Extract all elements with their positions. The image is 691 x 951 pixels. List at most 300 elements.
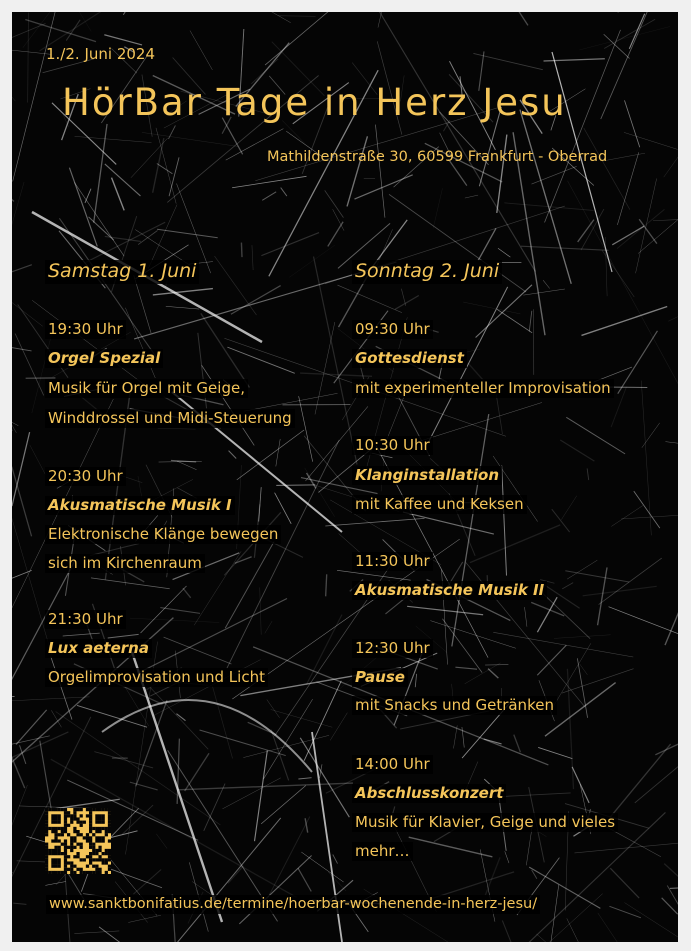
scratch-line <box>552 509 570 532</box>
qr-module <box>105 861 108 864</box>
qr-module <box>67 833 70 836</box>
scratch-line <box>104 35 142 45</box>
scratch-line <box>560 440 594 461</box>
scratch-line <box>325 190 344 217</box>
qr-module <box>83 821 86 824</box>
sun-event-5-time: 14:00 Uhr <box>352 755 433 774</box>
scratch-line <box>455 667 477 669</box>
qr-module <box>95 839 98 842</box>
qr-module <box>98 836 101 839</box>
scratch-line <box>201 313 250 387</box>
scratch-line <box>581 307 667 336</box>
scratch-line <box>566 417 625 454</box>
scratch-line <box>328 222 343 247</box>
qr-module <box>61 833 64 836</box>
qr-module <box>64 808 67 811</box>
scratch-line <box>621 515 678 519</box>
qr-module <box>108 814 111 817</box>
qr-module <box>54 852 57 855</box>
qr-module <box>54 871 57 874</box>
qr-module <box>89 827 92 830</box>
qr-module <box>108 830 111 833</box>
scratch-line <box>532 894 602 942</box>
scratch-line <box>12 734 20 770</box>
qr-module <box>45 824 48 827</box>
scratch-line <box>264 699 313 779</box>
scratch-line <box>111 869 162 888</box>
qr-module <box>76 852 79 855</box>
scratch-line <box>567 560 597 579</box>
qr-module <box>98 871 101 874</box>
qr-module <box>73 811 76 814</box>
qr-module <box>51 861 54 864</box>
qr-module <box>61 852 64 855</box>
sat-event-2-time: 20:30 Uhr <box>45 467 126 486</box>
scratch-line <box>265 12 435 65</box>
scratch-line <box>579 27 670 50</box>
scratch-line <box>229 451 237 459</box>
qr-module <box>51 821 54 824</box>
scratch-line <box>252 245 253 270</box>
qr-module <box>108 855 111 858</box>
scratch-line <box>75 136 152 142</box>
qr-module <box>89 846 92 849</box>
qr-module <box>98 814 101 817</box>
qr-module <box>54 861 57 864</box>
qr-module <box>95 814 98 817</box>
qr-code-pattern <box>45 808 111 874</box>
qr-module <box>45 855 48 858</box>
scratch-line <box>15 334 44 396</box>
qr-module <box>58 849 61 852</box>
qr-module <box>48 871 51 874</box>
qr-module <box>54 830 57 833</box>
qr-module <box>51 858 54 861</box>
scratch-line <box>488 669 498 679</box>
qr-module <box>89 843 92 846</box>
qr-module <box>58 846 61 849</box>
qr-module <box>64 839 67 842</box>
qr-module <box>76 808 79 811</box>
sun-event-4-desc-1: mit Snacks und Getränken <box>352 696 557 715</box>
qr-module <box>80 833 83 836</box>
scratch-line <box>523 289 565 295</box>
sun-event-3-time: 11:30 Uhr <box>352 552 433 571</box>
qr-module <box>76 817 79 820</box>
qr-module <box>73 855 76 858</box>
scratch-line <box>624 100 639 147</box>
scratch-line <box>128 915 161 922</box>
scratch-line <box>265 621 272 633</box>
scratch-line <box>476 285 532 338</box>
qr-module <box>89 861 92 864</box>
poster-title: HörBar Tage in Herz Jesu <box>62 81 567 124</box>
scratch-line <box>538 747 572 758</box>
scratch-line <box>442 619 482 673</box>
scratch-line <box>74 182 124 256</box>
sun-event-2-time: 10:30 Uhr <box>352 436 433 455</box>
scratch-line <box>12 339 32 351</box>
scratch-line <box>502 466 507 576</box>
scratch-line <box>61 12 92 31</box>
scratch-line <box>12 27 15 101</box>
scratch-line <box>51 657 72 720</box>
qr-module <box>108 827 111 830</box>
scratch-line <box>470 525 560 563</box>
qr-module <box>95 836 98 839</box>
scratch-line <box>225 542 274 628</box>
scratch-line <box>139 598 287 672</box>
qr-module <box>64 858 67 861</box>
qr-module <box>45 861 48 864</box>
qr-module <box>105 827 108 830</box>
scratch-line <box>12 24 45 45</box>
scratch-line <box>298 868 311 891</box>
qr-module <box>102 861 105 864</box>
qr-module <box>98 808 101 811</box>
qr-module <box>95 827 98 830</box>
scratch-line <box>604 19 655 48</box>
scratch-line <box>599 12 619 13</box>
qr-module <box>102 839 105 842</box>
scratch-line <box>551 643 590 709</box>
qr-module <box>58 827 61 830</box>
scratch-line <box>544 59 605 61</box>
scratch-line <box>554 635 611 639</box>
scratch-line <box>178 783 353 790</box>
scratch-line <box>670 885 678 888</box>
sat-event-1-title: Orgel Spezial <box>45 349 163 368</box>
qr-module <box>54 839 57 842</box>
scratch-line <box>618 331 658 394</box>
scratch-line <box>567 918 589 942</box>
qr-module <box>95 865 98 868</box>
scratch-line <box>74 931 119 934</box>
scratch-line <box>584 128 630 210</box>
scratch-line <box>609 607 678 639</box>
scratch-line <box>85 189 91 203</box>
scratch-line <box>169 157 179 196</box>
qr-module <box>95 849 98 852</box>
scratch-line <box>298 778 311 779</box>
qr-module <box>64 868 67 871</box>
sat-event-1-desc-2: Winddrossel und Midi-Steuerung <box>45 409 295 428</box>
scratch-line <box>276 485 315 486</box>
scratch-line <box>190 31 212 70</box>
qr-module <box>76 843 79 846</box>
scratch-line <box>587 468 589 480</box>
qr-module <box>54 827 57 830</box>
scratch-line <box>12 785 27 859</box>
scratch-line <box>12 291 16 432</box>
qr-module <box>105 871 108 874</box>
scratch-line <box>624 132 678 149</box>
scratch-line <box>153 138 164 193</box>
qr-module <box>67 824 70 827</box>
qr-module <box>61 871 64 874</box>
qr-module <box>45 817 48 820</box>
scratch-line <box>300 373 372 376</box>
scratch-line <box>112 178 125 211</box>
scratch-line <box>123 12 177 15</box>
poster <box>12 12 678 942</box>
sun-event-1-time: 09:30 Uhr <box>352 320 433 339</box>
qr-module <box>45 858 48 861</box>
qr-module <box>86 839 89 842</box>
scratch-line <box>330 713 347 741</box>
scratch-line <box>610 868 639 898</box>
scratch-line <box>642 423 660 448</box>
scratch-line <box>433 188 442 228</box>
qr-module <box>54 814 57 817</box>
scratch-line <box>133 870 161 895</box>
sat-event-2-desc-2: sich im Kirchenraum <box>45 554 205 573</box>
scratch-line <box>156 128 176 204</box>
scratch-line <box>605 237 607 296</box>
scratch-line <box>514 735 521 753</box>
qr-module <box>64 871 67 874</box>
qr-module <box>51 827 54 830</box>
scratch-line <box>63 633 100 636</box>
qr-module <box>98 849 101 852</box>
qr-module <box>83 871 86 874</box>
sun-event-1-title: Gottesdienst <box>352 349 467 368</box>
qr-module <box>70 843 73 846</box>
qr-module <box>89 808 92 811</box>
scratch-line <box>130 618 219 622</box>
qr-module <box>73 808 76 811</box>
scratch-line <box>337 285 401 313</box>
scratch-line <box>262 192 276 201</box>
qr-module <box>73 871 76 874</box>
scratch-line <box>568 181 678 409</box>
qr-module <box>54 836 57 839</box>
qr-module <box>102 817 105 820</box>
scratch-line <box>337 570 411 580</box>
qr-module <box>51 852 54 855</box>
qr-module <box>54 817 57 820</box>
scratch-line <box>498 12 528 25</box>
scratch-line <box>228 866 243 883</box>
scratch-line <box>130 782 158 790</box>
qr-module <box>89 811 92 814</box>
scratch-line <box>131 138 168 178</box>
qr-module <box>64 852 67 855</box>
qr-module <box>105 833 108 836</box>
scratch-line <box>668 302 678 321</box>
qr-module <box>108 852 111 855</box>
qr-module <box>70 836 73 839</box>
sat-event-3-title: Lux aeterna <box>45 639 152 658</box>
qr-module <box>108 824 111 827</box>
scratch-line <box>561 496 577 520</box>
scratch-line <box>45 881 65 885</box>
qr-module <box>89 871 92 874</box>
scratch-line <box>562 583 573 589</box>
qr-module <box>70 839 73 842</box>
qr-module <box>51 808 54 811</box>
qr-module <box>89 839 92 842</box>
qr-module <box>45 852 48 855</box>
qr-module <box>80 821 83 824</box>
scratch-line <box>202 365 255 445</box>
qr-module <box>102 852 105 855</box>
sun-event-4-title: Pause <box>352 668 408 687</box>
scratch-line <box>289 245 335 277</box>
qr-module <box>98 827 101 830</box>
scratch-line <box>662 898 678 914</box>
qr-module <box>48 827 51 830</box>
qr-module <box>95 830 98 833</box>
scratch-line <box>300 738 349 817</box>
qr-module <box>105 830 108 833</box>
scratch-line <box>271 709 333 727</box>
scratch-arc <box>102 700 312 772</box>
scratch-line <box>13 903 26 904</box>
scratch-line <box>602 153 645 161</box>
qr-module <box>105 852 108 855</box>
qr-module <box>95 868 98 871</box>
qr-module <box>70 821 73 824</box>
qr-module <box>92 871 95 874</box>
scratch-line <box>415 402 542 442</box>
scratch-line <box>375 125 384 218</box>
qr-module <box>58 858 61 861</box>
qr-module <box>48 852 51 855</box>
qr-module <box>58 871 61 874</box>
scratch-line <box>617 209 664 248</box>
qr-module <box>61 808 64 811</box>
qr-module <box>45 849 48 852</box>
qr-module <box>98 868 101 871</box>
qr-module <box>102 821 105 824</box>
scratch-line <box>12 419 18 426</box>
scratch-line <box>153 289 213 295</box>
qr-module <box>80 846 83 849</box>
sat-event-2-title: Akusmatische Musik I <box>45 496 235 515</box>
scratch-line <box>281 188 287 197</box>
sat-event-1-desc-1: Musik für Orgel mit Geige, <box>45 379 248 398</box>
qr-module <box>95 821 98 824</box>
scratch-line <box>537 597 557 632</box>
scratch-line <box>299 396 313 462</box>
qr-module <box>108 839 111 842</box>
scratch-line <box>30 445 46 474</box>
scratch-line <box>326 574 327 596</box>
qr-module <box>45 871 48 874</box>
scratch-line <box>134 275 151 333</box>
event-date: 1./2. Juni 2024 <box>46 45 155 63</box>
event-url[interactable]: www.sanktbonifatius.de/termine/hoerbar-wochenende-in-herz-jesu/ <box>46 895 540 914</box>
scratch-line <box>395 295 419 309</box>
scratch-line <box>12 187 14 201</box>
qr-module <box>98 858 101 861</box>
scratch-line <box>218 12 290 23</box>
qr-module <box>54 821 57 824</box>
qr-module <box>51 871 54 874</box>
scratch-line <box>598 567 607 625</box>
qr-module <box>108 858 111 861</box>
qr-module <box>105 849 108 852</box>
scratch-line <box>66 20 80 41</box>
qr-module <box>64 817 67 820</box>
scratch-line <box>401 289 405 306</box>
qr-module <box>73 817 76 820</box>
qr-code-icon[interactable] <box>45 808 111 874</box>
scratch-line <box>156 834 167 849</box>
qr-module <box>45 827 48 830</box>
scratch-line <box>223 778 281 809</box>
qr-module <box>89 817 92 820</box>
qr-module <box>108 811 111 814</box>
scratch-line <box>148 205 177 269</box>
qr-module <box>83 858 86 861</box>
scratch-line <box>108 634 139 638</box>
scratch-line <box>12 560 75 713</box>
scratch-line <box>328 872 346 891</box>
qr-module <box>89 821 92 824</box>
qr-module <box>64 824 67 827</box>
scratch-line <box>16 710 47 745</box>
qr-module <box>67 814 70 817</box>
scratch-line <box>536 934 575 942</box>
qr-module <box>80 824 83 827</box>
qr-module <box>45 811 48 814</box>
qr-module <box>89 814 92 817</box>
scratch-line <box>529 311 532 332</box>
qr-module <box>45 814 48 817</box>
scratch-line <box>577 658 587 717</box>
qr-module <box>95 858 98 861</box>
qr-module <box>64 814 67 817</box>
scratch-line <box>99 927 151 942</box>
scratch-line <box>354 175 412 199</box>
qr-module <box>54 849 57 852</box>
scratch-line <box>12 570 32 586</box>
scratch-line <box>665 442 678 453</box>
sat-event-3-desc-1: Orgelimprovisation und Licht <box>45 668 268 687</box>
qr-module <box>86 855 89 858</box>
qr-module <box>92 846 95 849</box>
scratch-line <box>212 686 232 759</box>
qr-module <box>51 814 54 817</box>
qr-module <box>45 868 48 871</box>
qr-module <box>89 858 92 861</box>
qr-module <box>95 808 98 811</box>
scratch-line <box>12 159 43 327</box>
qr-module <box>95 871 98 874</box>
scratch-line <box>183 588 191 598</box>
sat-event-2-desc-1: Elektronische Klänge bewegen <box>45 525 281 544</box>
qr-module <box>95 817 98 820</box>
qr-module <box>92 852 95 855</box>
qr-module <box>89 852 92 855</box>
qr-module <box>64 855 67 858</box>
qr-module <box>58 833 61 836</box>
scratch-line <box>415 674 416 687</box>
qr-module <box>58 808 61 811</box>
scratch-line <box>462 727 464 748</box>
qr-module <box>64 811 67 814</box>
qr-module <box>86 871 89 874</box>
scratch-line <box>12 432 30 506</box>
qr-module <box>98 846 101 849</box>
scratch-line <box>85 222 165 262</box>
scratch-line <box>32 300 145 385</box>
qr-module <box>108 821 111 824</box>
qr-module <box>51 849 54 852</box>
scratch-line <box>409 837 493 857</box>
